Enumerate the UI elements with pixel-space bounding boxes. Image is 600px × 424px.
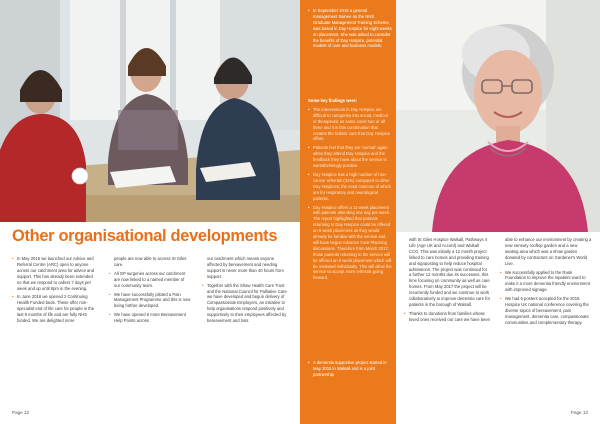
list-item: • We have opened 6 more Bereavement Help Points across xyxy=(109,312,191,324)
list-item: • In September 2016 a general management trainee on the NHS Graduate Management Training Scheme, was based in Day Hospice for eight weeks on placement. She was asked to consider the benefits of Day Hospice, potential models of care and business models. xyxy=(308,8,392,49)
continued-text: people are now able to access St Giles care. xyxy=(114,256,187,267)
list-item: • Together with the Shaw Health Care Trust and the National Council for Palliative Care we have developed and begun delivery of Compassionate Employers, an initiative to help organisations respond positively and supportively to their employees affected by bereavement and loss. xyxy=(202,283,290,324)
meeting-photo xyxy=(0,0,300,222)
list-item: • In May 2016 we launched our Advice and Referral Centre (ARC) open to anyone across our catchment area for advice and support. This has already been extended so that we respond to callers 7 days per week and up until 9pm in the evening. xyxy=(12,256,98,291)
list-item: • All GP surgeries across our catchment are now linked to a named member of our community team. xyxy=(109,271,191,289)
intro-block xyxy=(308,8,392,52)
list-item: • We had 5 posters accepted for the 2016 Hospice UK national conference covering the diverse topics of bereavement, pain management, dementia care, compassionate communities and complementary therapy. xyxy=(500,296,592,326)
continued-text: our catchment which means anyone affected by bereavement and needing support is never more than 40 hours from support. xyxy=(207,256,284,279)
page-right xyxy=(300,0,600,424)
page-number: Page 13 xyxy=(570,410,588,415)
tail-block xyxy=(308,360,392,381)
orange-sidebar xyxy=(300,0,396,424)
left-column-1 xyxy=(12,256,98,327)
right-text-columns xyxy=(404,237,594,407)
left-column-2 xyxy=(109,256,191,327)
findings-heading: Some key findings were: xyxy=(308,98,358,103)
page-number: Page 12 xyxy=(12,410,30,415)
list-item: • Patients feel that they are 'normal' again when they attend Day Hospice and the feedback they have about the service is overwhelmingly positive. xyxy=(308,145,392,169)
list-item: • Thanks to donations from families whose loved ones received our care we have been xyxy=(404,311,490,323)
continued-text: with St Giles Hospice Walsall, Pathways 4 Life (Age UK and Accord) and Walsall CCG. This was initially a 12 month project linked to care homes and providing training and signposting to help reduce hospital admissions. The project was continued for a further 12 months due its successes, this time focusing on community as well as care homes. From May 2017 the project will be recurrently funded and we continue to work collaboratively to improve dementia care for patients in the borough of Walsall. xyxy=(409,237,490,307)
list-item: • A dementia supportive project started in May 2015 in Walsall and is a joint partnership xyxy=(308,360,392,378)
list-item: • Day Hospice has a high number of non-cancer referrals (31%) compared to other Day Hospices; the most common of which are for respiratory and neurological patients. xyxy=(308,172,392,202)
portrait-photo xyxy=(396,0,600,232)
left-text-columns xyxy=(12,256,294,406)
left-column-3 xyxy=(202,256,290,327)
list-item: • In June 2016 we opened 2 Continuing Health Funded beds. These offer non-specialist end of life care for people in the last 8 months of life and are fully NHS funded. We are delighted more xyxy=(12,294,98,324)
list-item: • We successfully applied to the Rank Foundation to improve the inpatient ward to make it a more dementia friendly environment with improved signage. xyxy=(500,270,592,294)
list-item: • Day Hospice offers a 12 week placement with patients attending one day per week. The report highlighted that patients returning to Day Hospice could be offered an 8 week placement as they would already be familiar with the service and will have begun Advance Care Planning discussions. Therefore from March 2017, those patients returning to the service will be offered an 8 week placement which will be reviewed individually. This will allow the service to accept more referrals going forward. xyxy=(308,205,392,282)
continued-text: able to enhance our environment by creating a new sensory rooftop garden and a new seating area which was a show garden donated by contractors on Gardener's World Live. xyxy=(505,237,592,266)
section-title: Other organisational developments xyxy=(12,227,278,245)
right-column-2 xyxy=(500,237,592,329)
findings-block xyxy=(308,96,392,284)
right-column-1 xyxy=(404,237,490,326)
list-item: • The interventions in Day Hospice are difficult to categorise into social, medical or therapeutic as some cover two or all three and it is this combination that creates the holistic care that Day Hospice offers. xyxy=(308,107,392,142)
list-item: • We have successfully piloted a Pain Management Programme and this is now being further developed. xyxy=(109,292,191,310)
